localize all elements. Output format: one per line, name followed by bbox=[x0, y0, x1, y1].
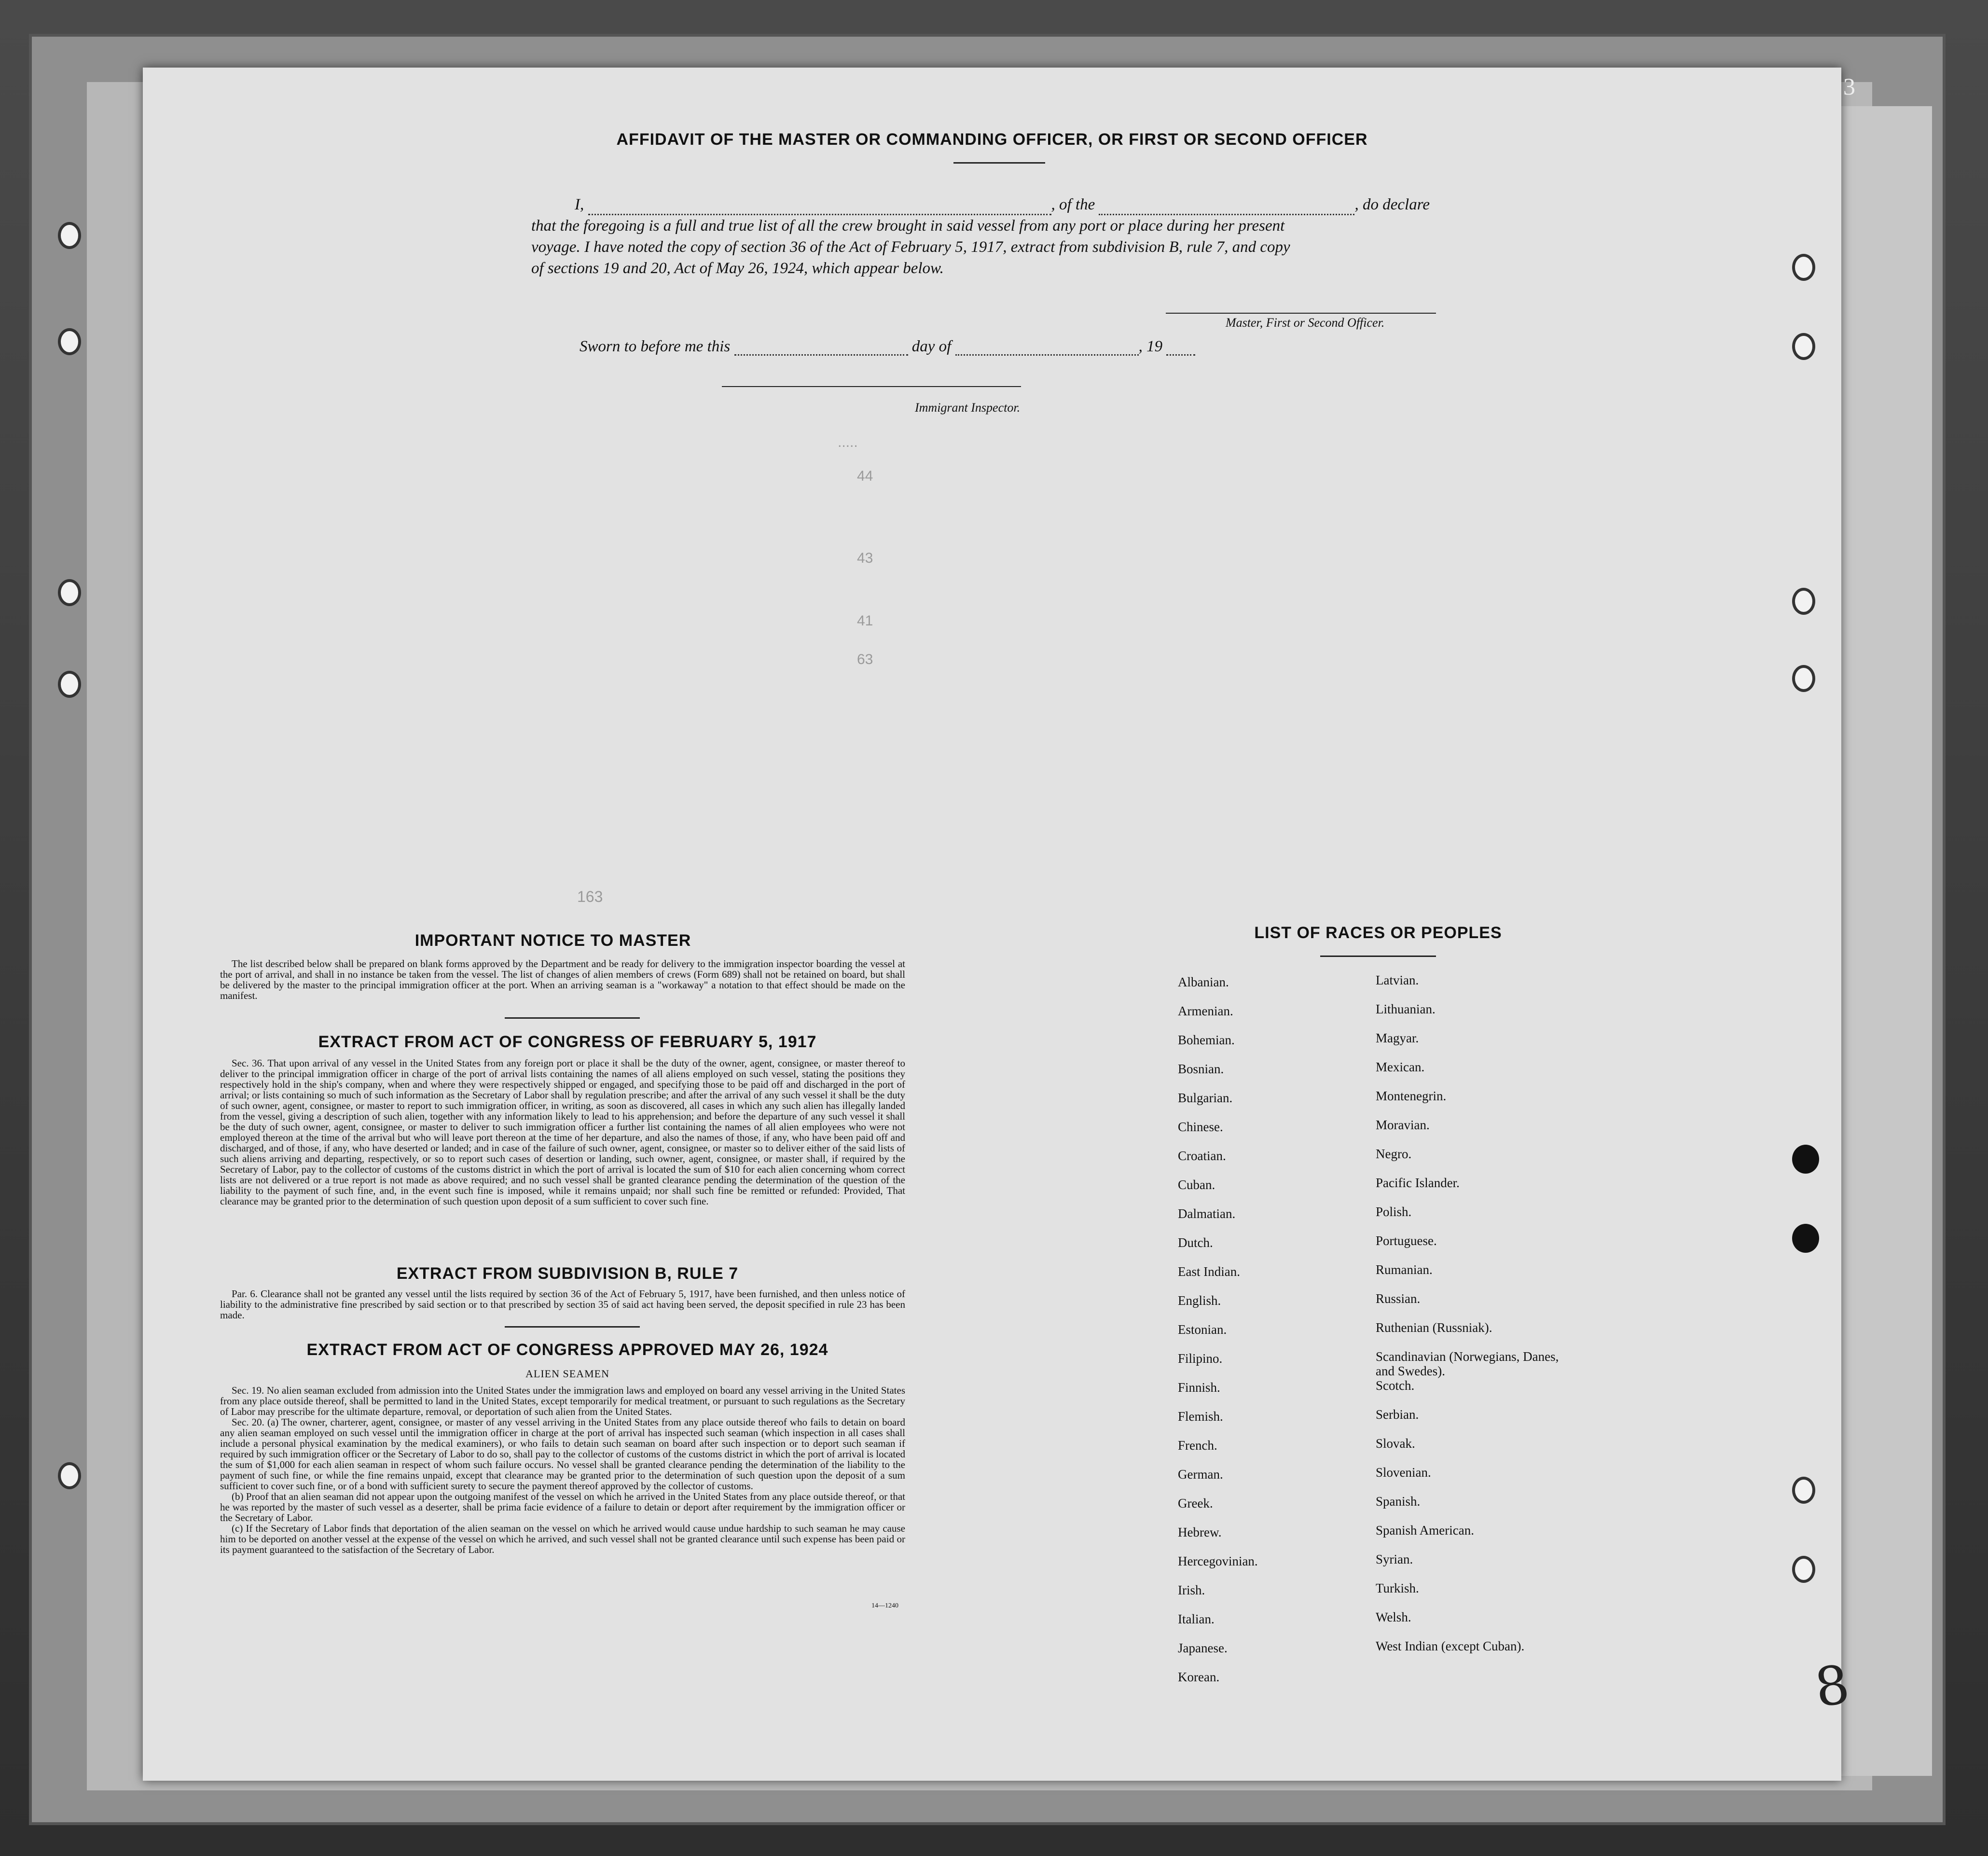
race-item: Latvian. bbox=[1376, 973, 1419, 987]
affidavit-of-the: , of the bbox=[1051, 196, 1095, 213]
race-item: Syrian. bbox=[1376, 1552, 1413, 1566]
race-item: Finnish. bbox=[1178, 1380, 1220, 1395]
race-item: French. bbox=[1178, 1438, 1217, 1453]
race-item: Montenegrin. bbox=[1376, 1089, 1447, 1103]
binder-hole bbox=[1792, 333, 1815, 360]
bleed-through-mark: ..... bbox=[838, 434, 858, 450]
title-rule bbox=[953, 162, 1045, 164]
race-item: Greek. bbox=[1178, 1496, 1213, 1510]
affidavit-text bbox=[531, 194, 1622, 279]
form-number: 14—1240 bbox=[871, 1602, 898, 1609]
bleed-through-mark: 41 bbox=[857, 613, 873, 629]
affidavit-i: I, bbox=[575, 196, 584, 213]
bleed-through-mark: 63 bbox=[857, 651, 873, 667]
race-item: Hercegovinian. bbox=[1178, 1554, 1258, 1568]
race-item: Spanish American. bbox=[1376, 1523, 1474, 1537]
race-item: Negro. bbox=[1376, 1147, 1412, 1161]
race-item: Turkish. bbox=[1376, 1581, 1419, 1595]
race-item: Polish. bbox=[1376, 1205, 1412, 1219]
signature-line bbox=[1166, 313, 1436, 314]
bleed-through-mark: 44 bbox=[857, 468, 873, 484]
binder-hole bbox=[1792, 665, 1815, 692]
affidavit-line: voyage. I have noted the copy of section 36 of the Act of February 5, 1917, extract from subdivision B, rule 7, and copy bbox=[531, 238, 1290, 256]
race-item: Rumanian. bbox=[1376, 1262, 1433, 1277]
race-item: Dalmatian. bbox=[1178, 1206, 1236, 1221]
race-item: Cuban. bbox=[1178, 1177, 1215, 1192]
race-item: Russian. bbox=[1376, 1291, 1421, 1306]
race-item: English. bbox=[1178, 1293, 1221, 1308]
race-item: Bulgarian. bbox=[1178, 1091, 1233, 1105]
race-item: Slovak. bbox=[1376, 1436, 1415, 1451]
subdivision-text bbox=[220, 1288, 905, 1320]
section-rule bbox=[505, 1017, 640, 1019]
affidavit-title: AFFIDAVIT OF THE MASTER OR COMMANDING OFFICER, OR FIRST OR SECOND OFFICER bbox=[616, 130, 1368, 149]
sworn-line bbox=[580, 338, 1195, 356]
races-title-rule bbox=[1320, 956, 1436, 957]
handwritten-page-number: 8 bbox=[1811, 1653, 1853, 1719]
race-item: Bosnian. bbox=[1178, 1062, 1224, 1076]
subdivision-paragraph: Par. 6. Clearance shall not be granted any vessel until the lists required by section 36 of the Act of February 5, 1917, have been furnished, and then unless notice of liability to the administrative fine prescribed by said section or to that prescribed by section 35 of said act having been served, the deposit specified in rule 23 has been made. bbox=[220, 1288, 905, 1321]
alien-seamen-subtitle: ALIEN SEAMEN bbox=[525, 1368, 609, 1380]
notice-text bbox=[220, 958, 905, 1001]
race-item: West Indian (except Cuban). bbox=[1376, 1639, 1525, 1653]
race-item: Albanian. bbox=[1178, 975, 1229, 989]
inspector-signature-line bbox=[722, 386, 1021, 387]
bleed-through-mark: 163 bbox=[577, 888, 603, 905]
affidavit-line: of sections 19 and 20, Act of May 26, 1924, which appear below. bbox=[531, 260, 944, 277]
sec20b-paragraph: (b) Proof that an alien seaman did not appear upon the outgoing manifest of the vessel on which he arrived in the United States from any place outside thereof, or that he was reported by the master of such vessel as a deserter, shall be prima facie evidence of a failure to detain or deport after requirement by the immigration officer or the Secretary of Labor. bbox=[220, 1491, 905, 1524]
sec19-paragraph: Sec. 19. No alien seaman excluded from admission into the United States under the immigration laws and employed on board any vessel arriving in the United States from any place outside thereof, shall be permitted to land in the United States, except temporarily for medical treatment, or pursuant to such regulations as the Secretary of Labor may prescribe for the ultimate departure, removal, or deportation of such alien from the United States. bbox=[220, 1385, 905, 1417]
notice-paragraph: The list described below shall be prepared on blank forms approved by the Department and be ready for delivery to the immigration inspector boarding the vessel at the port of arrival, and shall in no instance be taken from the vessel. The list of changes of alien members of crews (Form 689) shall not be retained on board, but shall be delivered by the master to the principal immigration officer at the port. When an arriving seaman is a "workaway" a notation to that effect should be made on the manifest. bbox=[220, 958, 905, 1001]
master-signature-label: Master, First or Second Officer. bbox=[1226, 316, 1385, 330]
race-item: Portuguese. bbox=[1376, 1233, 1437, 1248]
race-item: Scandinavian (Norwegians, Danes, and Swedes). bbox=[1376, 1349, 1559, 1378]
race-item: Croatian. bbox=[1178, 1149, 1226, 1163]
race-item: Slovenian. bbox=[1376, 1465, 1431, 1480]
year-blank bbox=[1166, 354, 1195, 356]
affidavit-declare: , do declare bbox=[1354, 196, 1430, 213]
sworn-year: , 19 bbox=[1138, 338, 1163, 355]
binder-hole bbox=[1792, 588, 1815, 615]
subdivision-title: EXTRACT FROM SUBDIVISION B, RULE 7 bbox=[396, 1264, 739, 1283]
race-item: Scotch. bbox=[1376, 1378, 1415, 1393]
binder-hole bbox=[1792, 1556, 1815, 1583]
sec20c-paragraph: (c) If the Secretary of Labor finds that deportation of the alien seaman on the vessel on which he arrived would cause undue hardship to such seaman he may cause him to be deported on another vessel at the expense of the vessel on which he arrived, and such vessel shall not be granted clearance until such expense has been paid or its payment guaranteed to the satisfaction of the Secretary of Labor. bbox=[220, 1523, 905, 1555]
race-item: Ruthenian (Russniak). bbox=[1376, 1320, 1492, 1335]
race-item: Magyar. bbox=[1376, 1031, 1419, 1045]
inspector-label: Immigrant Inspector. bbox=[915, 401, 1021, 415]
race-item: German. bbox=[1178, 1467, 1223, 1482]
notice-title: IMPORTANT NOTICE TO MASTER bbox=[414, 931, 691, 950]
race-item: East Indian. bbox=[1178, 1264, 1240, 1279]
binder-hole bbox=[1792, 1145, 1819, 1174]
race-item: Lithuanian. bbox=[1376, 1002, 1436, 1016]
races-column-1 bbox=[1178, 975, 1361, 1699]
race-item: Chinese. bbox=[1178, 1120, 1223, 1134]
bleed-through-mark: 43 bbox=[857, 550, 873, 566]
sec20-paragraph: Sec. 20. (a) The owner, charterer, agent, consignee, or master of any vessel arriving in the United States from any place outside thereof who fails to detain on board any alien seaman employed on such vessel until the immigration officer in charge at the port of arrival has inspected such seaman (which inspection in all cases shall include a personal physical examination by the medical examiners), or who fails to detain such seaman on board after such inspection or to deport such seaman if required by such immigration officer or the Secretary of Labor to do so, shall pay to the collector of customs of the customs district in which the port of arrival is located the sum of $1,000 for each alien seaman in respect of whom such failure occurs. No vessel shall be granted clearance pending the determination of the liability to the payment of such fine, or while the fine remains unpaid, except that clearance may be granted prior to the determination of such question upon the deposit of a sum sufficient to cover such fine, or of a bond with sufficient surety to secure the payment thereof approved by the collector of customs. bbox=[220, 1416, 905, 1492]
extract-1917-text bbox=[220, 1058, 905, 1206]
binder-hole bbox=[58, 222, 81, 249]
race-item: Italian. bbox=[1178, 1612, 1215, 1626]
race-item: Moravian. bbox=[1376, 1118, 1430, 1132]
affidavit-line: that the foregoing is a full and true list of all the crew brought in said vessel from any port or place during her present bbox=[531, 217, 1285, 235]
races-column-2 bbox=[1376, 973, 1578, 1668]
extract-1924-text bbox=[220, 1385, 905, 1555]
sworn-day: day of bbox=[911, 338, 952, 355]
month-blank bbox=[955, 354, 1139, 356]
race-item: Pacific Islander. bbox=[1376, 1176, 1460, 1190]
sworn-prefix: Sworn to before me this bbox=[580, 338, 731, 355]
race-item: Hebrew. bbox=[1178, 1525, 1222, 1539]
binder-hole bbox=[1792, 1477, 1815, 1504]
binder-hole bbox=[58, 671, 81, 698]
extract-1924-title: EXTRACT FROM ACT OF CONGRESS APPROVED MAY 26, 1924 bbox=[306, 1341, 828, 1359]
binder-hole bbox=[58, 579, 81, 606]
race-item: Korean. bbox=[1178, 1670, 1220, 1684]
section-rule bbox=[505, 1326, 640, 1328]
race-item: Armenian. bbox=[1178, 1004, 1233, 1018]
binder-hole bbox=[58, 328, 81, 355]
race-item: Irish. bbox=[1178, 1583, 1205, 1597]
day-blank bbox=[734, 354, 908, 356]
race-item: Filipino. bbox=[1178, 1351, 1223, 1366]
race-item: Flemish. bbox=[1178, 1409, 1223, 1424]
race-item: Spanish. bbox=[1376, 1494, 1421, 1509]
binder-hole bbox=[1792, 254, 1815, 281]
manifest-page bbox=[143, 68, 1853, 1781]
race-item: Serbian. bbox=[1376, 1407, 1419, 1422]
binder-hole bbox=[1792, 1224, 1819, 1253]
race-item: Japanese. bbox=[1178, 1641, 1228, 1655]
handwritten-corner-mark: 3 bbox=[1843, 73, 1855, 100]
race-item: Dutch. bbox=[1178, 1235, 1213, 1250]
race-item: Bohemian. bbox=[1178, 1033, 1235, 1047]
races-title: LIST OF RACES OR PEOPLES bbox=[1254, 924, 1502, 942]
extract-1917-title: EXTRACT FROM ACT OF CONGRESS OF FEBRUARY 5, 1917 bbox=[318, 1033, 817, 1051]
binder-hole bbox=[58, 1462, 81, 1489]
race-item: Welsh. bbox=[1376, 1610, 1411, 1624]
race-item: Mexican. bbox=[1376, 1060, 1425, 1074]
extract-1917-paragraph: Sec. 36. That upon arrival of any vessel in the United States from any foreign port or place it shall be the duty of the owner, agent, consignee, or master thereof to deliver to the principal immigration officer in charge of the port of arrival lists containing the names of all aliens employed on such vessel, stating the positions they respectively hold in the ship's company, when and where they were respectively shipped or engaged, and specifying those to be paid off and discharged in the port of arrival; or lists containing so much of such information as the Secretary of Labor shall by regulation prescribe; and after the arrival of any such vessel it shall be the duty of such owner, agent, consignee, or master to report to such immigration officer, in writing, as soon as discovered, all cases in which any such alien has illegally landed from the vessel, giving a description of such alien, together with any information likely to lead to his apprehension; and before the departure of any such vessel it shall be the duty of such owner, agent, consignee, or master to deliver to such immigration officer a further list containing the names of all alien employees who were not employed thereon at the time of the arrival but who will leave port thereon at the time of her departure, and also the names of those, if any, who have been paid off and discharged, and of those, if any, who have deserted or landed; and in case of the failure of such owner, agent, consignee, or master so to deliver either of the said lists of such aliens arriving and departing, respectively, or so to report such cases of desertion or landing, such owner, agent, consignee, or master shall, if required by the Secretary of Labor, pay to the collector of customs of the customs district in which the port of arrival is located the sum of $10 for each alien concerning whom correct lists are not delivered or a true report is not made as above required; and no such vessel shall be granted clearance pending the determination of the question of the liability to the payment of such fine, and, in the event such fine is imposed, while it remains unpaid; nor shall such fine be remitted or refunded: Provided, That clearance may be granted prior to the determination of such question upon deposit of a sum sufficient to cover such fine. bbox=[220, 1057, 905, 1207]
race-item: Estonian. bbox=[1178, 1322, 1227, 1337]
